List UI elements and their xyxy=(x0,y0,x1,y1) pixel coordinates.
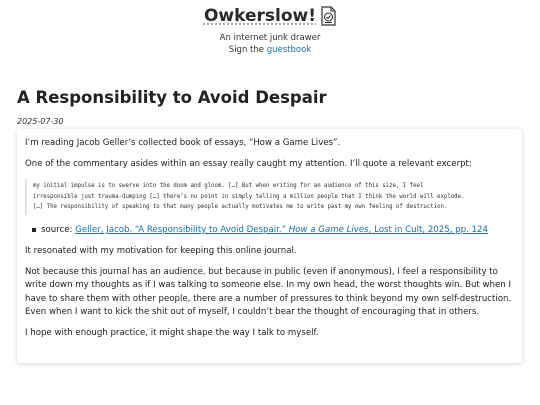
quote-block xyxy=(25,179,514,215)
source-link[interactable] xyxy=(75,225,488,235)
quote-line: […] The responsibility of speaking to that many people actually motivates me to write past my own feeling of destruction. xyxy=(33,204,448,211)
post-date: 2025-07-30 xyxy=(17,117,64,126)
post-body xyxy=(17,129,522,363)
source-list xyxy=(25,224,514,237)
guestbook-line xyxy=(0,44,540,56)
document-badge-icon xyxy=(320,6,336,26)
site-title[interactable]: Owkerslow! xyxy=(203,6,316,26)
paragraph-reason: Not because this journal has an audience, but because in public (even if anonymous), I feel a responsibility to write down my thoughts as if I was talking to someone else. In my own head, the worst thoughts win. But when I have to share them with other people, there are a number of pressures to think beyond my own self-destruction. Even when I want to kick the shit out of myself, I couldn’t bear the thought of encouraging that in others. xyxy=(25,267,512,317)
paragraph-resonated: It resonated with my motivation for keeping this online journal. xyxy=(25,245,297,256)
site-header xyxy=(0,6,540,56)
paragraph-intro: I’m reading Jacob Geller’s collected book of essays, “How a Game Lives”. xyxy=(25,138,341,148)
paragraph-hope: I hope with enough practice, it might shape the way I talk to myself. xyxy=(25,327,319,338)
site-title-row xyxy=(204,6,336,26)
guestbook-prefix: Sign the xyxy=(228,45,267,55)
source-link-book: How a Game Lives xyxy=(288,224,369,235)
source-link-publisher: , Lost in Cult, 2025, pp. 124 xyxy=(368,224,488,235)
site-tagline: An internet junk drawer xyxy=(219,33,321,43)
source-item xyxy=(41,224,514,237)
quote-line: irresponsible just trauma-dumping […] there’s no point in simply telling a million people that I think the world will explode. xyxy=(33,193,465,200)
source-link-author: Geller, Jacob. “A Responsibility to Avoid Despair.” xyxy=(75,224,289,235)
quote-line: my initial impulse is to swerve into the doom and gloom. […] But when writing for an audience of this size, I feel xyxy=(33,183,424,190)
post-title: A Responsibility to Avoid Despair xyxy=(17,88,327,107)
guestbook-link[interactable]: guestbook xyxy=(266,45,312,55)
paragraph-commentary: One of the commentary asides within an essay really caught my attention. I’ll quote a relevant excerpt: xyxy=(25,159,472,170)
source-label: source: xyxy=(41,224,76,235)
bullet-icon xyxy=(32,228,36,232)
